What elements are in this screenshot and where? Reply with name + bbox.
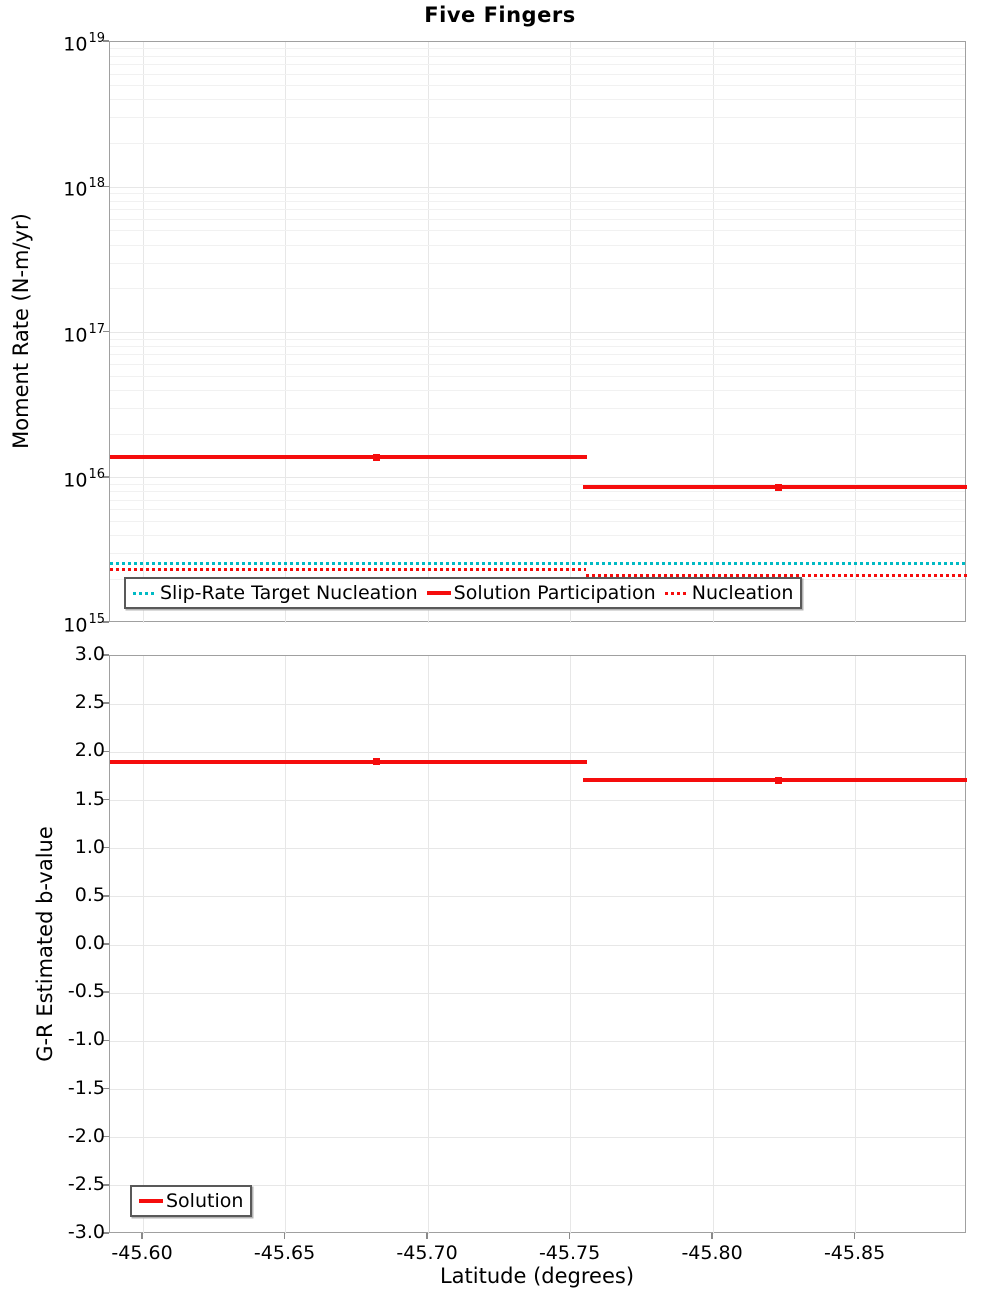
red-solid-line-swatch	[427, 591, 451, 595]
y-tick-label: -3.0	[67, 1221, 105, 1243]
top-plot-area	[109, 41, 966, 622]
y-gridline	[110, 245, 965, 246]
legend-label: Nucleation	[691, 582, 794, 604]
y-gridline	[110, 752, 965, 753]
series-segment-slip-rate-target-nucleation	[110, 562, 967, 565]
x-tick-mark	[569, 1233, 571, 1239]
top-y-axis-label: Moment Rate (N-m/yr)	[9, 213, 33, 449]
y-gridline	[110, 535, 965, 536]
y-gridline	[110, 945, 965, 946]
bottom-plot-area	[109, 655, 966, 1233]
y-tick-label: 3.0	[74, 643, 105, 665]
y-gridline	[110, 500, 965, 501]
y-gridline	[110, 993, 965, 994]
x-tick-label: -45.70	[396, 1242, 458, 1264]
bottom-legend	[130, 1185, 252, 1217]
legend-label: Slip-Rate Target Nucleation	[160, 582, 418, 604]
teal-dotted-line-swatch	[133, 592, 157, 595]
red-dotted-line-swatch	[665, 592, 689, 595]
chart-title: Five Fingers	[424, 3, 576, 27]
y-gridline	[110, 143, 965, 144]
x-tick-label: -45.80	[681, 1242, 743, 1264]
legend-item-nucleation	[665, 582, 794, 604]
y-gridline	[110, 339, 965, 340]
y-gridline	[110, 408, 965, 409]
top-legend	[124, 577, 802, 609]
y-tick-label: -1.0	[67, 1028, 105, 1051]
y-gridline	[110, 74, 965, 75]
y-gridline	[110, 193, 965, 194]
x-tick-mark	[284, 1233, 286, 1239]
y-gridline	[110, 1137, 965, 1138]
y-gridline	[110, 117, 965, 118]
y-tick-label: $10^{15}$	[63, 612, 105, 637]
y-gridline	[110, 364, 965, 365]
y-gridline	[110, 230, 965, 231]
y-gridline	[110, 521, 965, 522]
legend-item-solution-participation	[427, 582, 656, 604]
series-segment-solution-participation	[110, 455, 587, 459]
y-gridline	[110, 477, 965, 478]
y-gridline	[110, 848, 965, 849]
y-gridline	[110, 99, 965, 100]
y-gridline	[110, 1041, 965, 1042]
y-gridline	[110, 390, 965, 391]
series-point-marker	[775, 777, 782, 784]
y-tick-label: 0.5	[74, 883, 105, 906]
y-gridline	[110, 85, 965, 86]
y-gridline	[110, 332, 965, 333]
y-gridline	[110, 209, 965, 210]
legend-label: Solution	[166, 1190, 244, 1212]
y-tick-label: $10^{16}$	[63, 466, 105, 492]
y-gridline	[110, 48, 965, 49]
y-gridline	[110, 219, 965, 220]
y-gridline	[110, 553, 965, 554]
y-tick-label: $10^{18}$	[63, 176, 105, 201]
red-solid-line-swatch	[139, 1199, 163, 1203]
series-segment-solution	[110, 760, 587, 764]
x-tick-mark	[141, 1233, 143, 1239]
y-gridline	[110, 376, 965, 377]
y-tick-label: 2.0	[74, 739, 105, 762]
legend-label: Solution Participation	[453, 582, 656, 604]
x-tick-mark	[711, 1233, 713, 1239]
y-gridline	[110, 56, 965, 57]
y-tick-label: -1.5	[67, 1076, 105, 1099]
series-segment-nucleation	[110, 568, 586, 571]
x-tick-label: -45.60	[111, 1242, 173, 1264]
x-tick-label: -45.65	[253, 1242, 316, 1264]
y-tick-label: 0.0	[74, 932, 105, 954]
y-tick-label: -2.5	[67, 1172, 105, 1195]
y-gridline	[110, 263, 965, 264]
x-tick-label: -45.75	[538, 1242, 601, 1264]
x-tick-mark	[426, 1233, 428, 1239]
series-point-marker	[775, 484, 782, 491]
y-tick-label: 1.0	[74, 835, 105, 858]
x-tick-mark	[854, 1233, 856, 1239]
y-tick-label: $10^{19}$	[63, 31, 105, 56]
y-tick-label: 2.5	[74, 691, 105, 714]
series-point-marker	[373, 758, 380, 765]
y-gridline	[110, 434, 965, 435]
y-gridline	[110, 201, 965, 202]
y-gridline	[110, 64, 965, 65]
bottom-y-axis-label: G-R Estimated b-value	[33, 826, 57, 1062]
y-gridline	[110, 288, 965, 289]
y-tick-label: $10^{17}$	[63, 321, 105, 346]
y-gridline	[110, 800, 965, 801]
y-gridline	[110, 509, 965, 510]
series-point-marker	[373, 454, 380, 461]
y-tick-label: 1.5	[74, 787, 105, 810]
x-tick-label: -45.85	[823, 1242, 886, 1264]
y-gridline	[110, 896, 965, 897]
y-gridline	[110, 1089, 965, 1090]
legend-item-slip-rate-target-nucleation	[133, 582, 418, 604]
y-gridline	[110, 346, 965, 347]
x-axis-label: Latitude (degrees)	[439, 1264, 635, 1288]
y-gridline	[110, 354, 965, 355]
y-tick-label: -0.5	[67, 980, 105, 1003]
y-gridline	[110, 187, 965, 188]
y-gridline	[110, 704, 965, 705]
y-gridline	[110, 491, 965, 492]
legend-item-solution	[139, 1190, 243, 1212]
y-tick-label: -2.0	[67, 1124, 105, 1147]
